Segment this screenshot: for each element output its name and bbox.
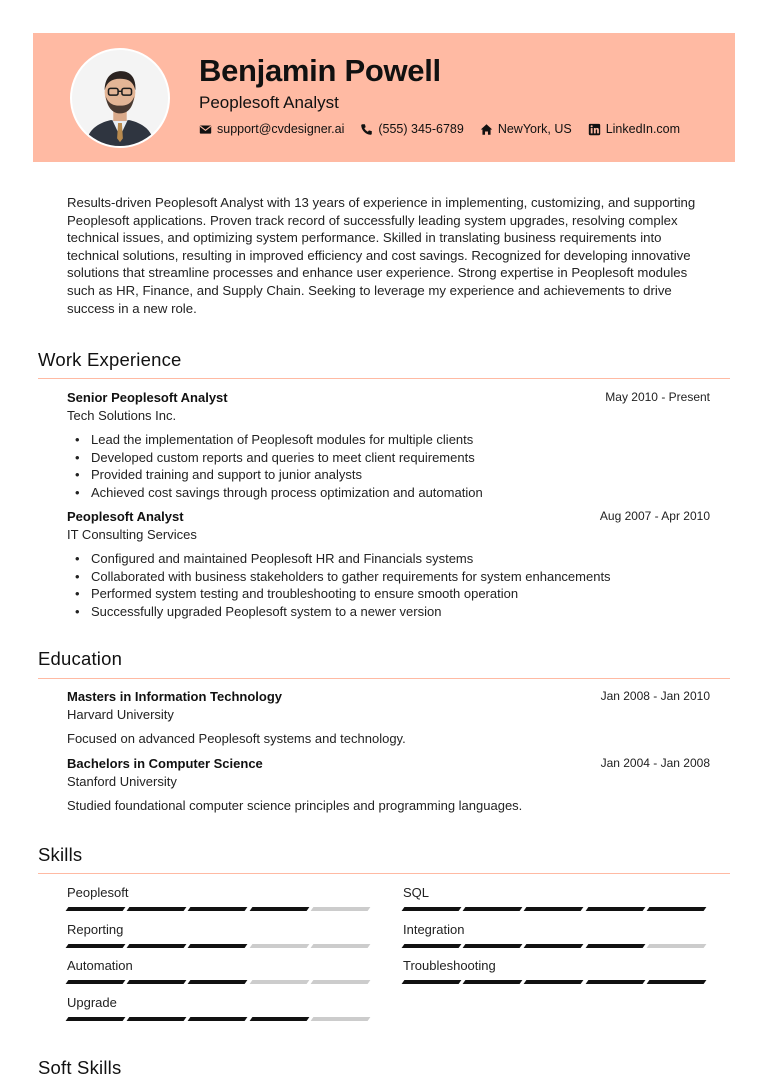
envelope-icon [199, 123, 212, 136]
candidate-name: Benjamin Powell [199, 53, 441, 88]
skill-rating [67, 944, 373, 948]
job-title: Peoplesoft Analyst [67, 509, 184, 524]
job-company: Tech Solutions Inc. [67, 408, 177, 423]
job-company: IT Consulting Services [67, 527, 197, 542]
skill-bar-filled [463, 980, 523, 984]
skill-bar-empty [646, 944, 706, 948]
section-title-education: Education [38, 648, 123, 669]
avatar [70, 48, 170, 148]
profile-summary: Results-driven Peoplesoft Analyst with 13 years of experience in implementing, customizing, and supporting Peoplesoft applications. Proven track record of successfully leading system upgrades, resolving complex technical issues, and optimizing system performance. Skilled in translating business requirements into technical solutions, resulting in improved efficiency and cost savings. Recognized for developing innovative solutions that streamline processes and enhance user experience. Strong expertise in Peoplesoft modules such as HR, Finance, and Supply Chain. Seeking to leverage my experience and achievements to drive success in a new role. [67, 195, 696, 316]
degree-title: Masters in Information Technology [67, 689, 283, 704]
degree-title: Bachelors in Computer Science [67, 756, 263, 771]
linkedin-icon [588, 123, 601, 136]
skill-bar-filled [646, 907, 706, 911]
contact-phone-label: (555) 345-6789 [378, 122, 464, 136]
list-item: • Performed system testing and troubleshooting to ensure smooth operation [67, 585, 710, 603]
contact-phone[interactable] [360, 122, 463, 136]
education-date: Jan 2008 - Jan 2010 [600, 689, 710, 703]
skill-bar-filled [402, 944, 462, 948]
skill-bar-filled [127, 944, 187, 948]
list-item: • Provided training and support to junior analysts [67, 466, 710, 484]
skill-item [67, 885, 373, 911]
job-title: Senior Peoplesoft Analyst [67, 390, 228, 405]
skill-rating [403, 944, 709, 948]
skill-item [403, 958, 709, 984]
skill-bar-filled [249, 907, 309, 911]
skill-bar-empty [310, 944, 370, 948]
job-date: May 2010 - Present [605, 390, 710, 404]
skill-name: Troubleshooting [403, 958, 496, 973]
skill-item [67, 958, 373, 984]
skill-name: Upgrade [67, 995, 117, 1010]
skill-name: Integration [403, 922, 465, 937]
list-item: • Achieved cost savings through process optimization and automation [67, 484, 710, 502]
contact-location-label: NewYork, US [497, 122, 572, 136]
skill-name: Automation [67, 958, 133, 973]
skill-bar-filled [524, 944, 584, 948]
section-divider [38, 873, 730, 874]
skill-bar-filled [463, 944, 523, 948]
skill-bar-filled [127, 980, 187, 984]
skill-bar-filled [402, 980, 462, 984]
skill-bar-filled [188, 1017, 248, 1021]
skill-bar-filled [66, 944, 126, 948]
skill-name: Peoplesoft [67, 885, 129, 900]
skill-bar-empty [310, 980, 370, 984]
skill-rating [67, 907, 373, 911]
section-divider [38, 378, 730, 379]
skill-name: SQL [403, 885, 430, 900]
skill-bar-empty [249, 980, 309, 984]
education-description: Studied foundational computer science principles and programming languages. [67, 798, 523, 813]
skill-bar-filled [127, 907, 187, 911]
contact-linkedin-label: LinkedIn.com [605, 122, 681, 136]
job-entry [67, 509, 710, 620]
job-bullets [67, 550, 710, 620]
contact-linkedin[interactable] [588, 122, 680, 136]
section-title-skills: Skills [38, 844, 83, 865]
skill-bar-filled [188, 944, 248, 948]
school-name: Stanford University [67, 774, 177, 789]
skill-name: Reporting [67, 922, 124, 937]
skill-bar-filled [249, 1017, 309, 1021]
job-entry [67, 390, 710, 501]
skill-bar-filled [188, 907, 248, 911]
skill-bar-filled [188, 980, 248, 984]
skill-bar-filled [524, 907, 584, 911]
skill-rating [67, 1017, 373, 1021]
education-description: Focused on advanced Peoplesoft systems and technology. [67, 731, 406, 746]
skill-bar-filled [585, 907, 645, 911]
contact-email-label: support@cvdesigner.ai [217, 122, 345, 136]
job-date: Aug 2007 - Apr 2010 [599, 509, 710, 523]
list-item: • Configured and maintained Peoplesoft HR and Financials systems [67, 550, 710, 568]
section-title-soft-skills: Soft Skills [38, 1057, 122, 1078]
skill-bar-filled [66, 980, 126, 984]
school-name: Harvard University [67, 707, 174, 722]
skill-item [403, 922, 709, 948]
skill-bar-filled [585, 944, 645, 948]
resume-header [33, 33, 735, 162]
skill-bar-empty [249, 944, 309, 948]
skill-bar-empty [310, 1017, 370, 1021]
contact-email[interactable] [199, 122, 344, 136]
skill-rating [403, 980, 709, 984]
candidate-title: Peoplesoft Analyst [199, 93, 339, 112]
list-item: • Developed custom reports and queries to meet client requirements [67, 449, 710, 467]
skill-bar-filled [127, 1017, 187, 1021]
skill-bar-filled [66, 1017, 126, 1021]
profile-photo [72, 50, 168, 146]
skill-rating [403, 907, 709, 911]
list-item: • Collaborated with business stakeholders to gather requirements for system enhancements [67, 568, 710, 586]
phone-icon [360, 123, 373, 136]
skill-item [67, 922, 373, 948]
skill-bar-filled [402, 907, 462, 911]
contact-location [480, 122, 572, 136]
home-icon [480, 123, 493, 136]
list-item: • Lead the implementation of Peoplesoft modules for multiple clients [67, 431, 710, 449]
skill-bar-filled [524, 980, 584, 984]
contact-list [199, 122, 696, 136]
skill-item [67, 995, 373, 1021]
section-title-work: Work Experience [38, 349, 182, 370]
skill-bar-filled [646, 980, 706, 984]
section-divider [38, 678, 730, 679]
skill-bar-filled [463, 907, 523, 911]
list-item: • Successfully upgraded Peoplesoft system to a newer version [67, 603, 710, 621]
skill-bar-filled [585, 980, 645, 984]
education-date: Jan 2004 - Jan 2008 [600, 756, 710, 770]
job-bullets [67, 431, 710, 501]
education-entry [67, 689, 710, 746]
skill-bar-empty [310, 907, 370, 911]
skill-bar-filled [66, 907, 126, 911]
skill-item [403, 885, 709, 911]
skill-rating [67, 980, 373, 984]
education-entry [67, 756, 710, 813]
